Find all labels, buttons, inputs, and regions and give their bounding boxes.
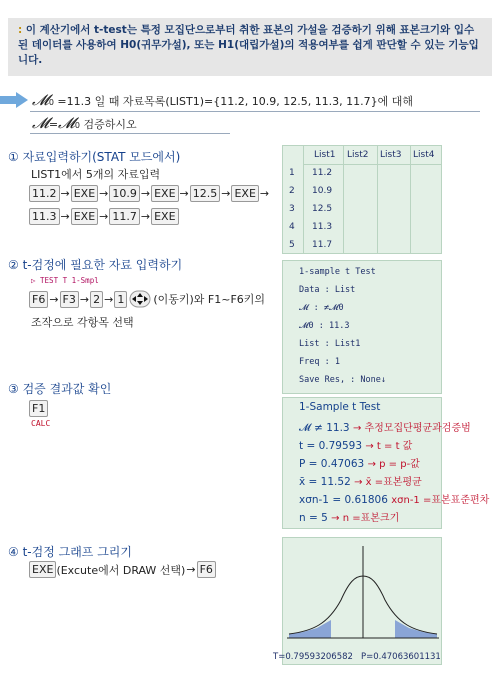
exe-key[interactable]: EXE <box>151 208 178 225</box>
result-note: xσn-1 =표본표준편차 <box>391 495 490 506</box>
result-row <box>299 509 399 524</box>
result-value: P = 0.47063 <box>299 458 365 470</box>
result-value: 𝓜 ≠ 11.3 <box>299 422 350 434</box>
ttest-line: 𝓜0 : 11.3 <box>299 321 350 331</box>
result-value: n = 5 <box>299 512 328 524</box>
f1-key[interactable]: F1 <box>29 400 48 417</box>
result-note: → x̄ =표본평균 <box>354 477 422 488</box>
arrow-glyph: → <box>49 292 59 306</box>
arrow-glyph: → <box>259 187 270 200</box>
arrow-glyph: → <box>99 210 109 223</box>
list-header: List3 <box>380 150 402 160</box>
result-value: xσn-1 = 0.61806 <box>299 494 388 506</box>
ttest-line: 1-sample t Test <box>299 267 376 277</box>
intro-colon: : <box>18 24 23 36</box>
result-note: → p = p-값 <box>367 459 420 470</box>
ttest-graph-screen <box>273 537 442 665</box>
result-note: → n =표본크기 <box>331 513 400 524</box>
arrow-glyph: → <box>186 563 196 576</box>
result-row <box>299 455 420 470</box>
arrow-glyph: → <box>221 187 231 200</box>
key-value[interactable]: 11.2 <box>29 185 60 202</box>
step4-keys <box>29 561 216 578</box>
list-index: 5 <box>289 240 295 250</box>
f3-key[interactable]: F3 <box>60 291 79 308</box>
p-value-label: P=0.47063601131 <box>361 652 441 662</box>
step2-menu-path: ▷ TEST T 1-Smpl <box>31 276 99 285</box>
list-index: 3 <box>289 204 295 214</box>
result-row <box>299 419 471 435</box>
key-1[interactable]: 1 <box>114 291 127 308</box>
step2-keys <box>29 290 265 308</box>
arrow-glyph: → <box>79 292 90 306</box>
step1-title: ① 자료입력하기(STAT 모드에서) <box>8 150 181 164</box>
list-index: 2 <box>289 186 295 196</box>
step3-title: ③ 검증 결과값 확인 <box>8 382 112 396</box>
list-header: List1 <box>314 150 336 160</box>
result-note: → 추정모집단평균과검증범 <box>352 423 471 434</box>
arrow-glyph: → <box>140 187 151 200</box>
list-index: 4 <box>289 222 295 232</box>
arrow-glyph: → <box>140 210 151 223</box>
ttest-line: 𝓜 : ≠𝓜0 <box>299 303 344 313</box>
list-value: 11.2 <box>312 168 333 178</box>
ttest-line: Data : List <box>299 285 356 295</box>
t-distribution-curve <box>283 538 443 648</box>
list-value: 10.9 <box>312 186 333 196</box>
arrow-glyph: → <box>104 292 114 306</box>
list-header: List2 <box>347 150 369 160</box>
exe-key[interactable]: EXE <box>71 208 98 225</box>
ttest-setup-screen <box>282 260 442 394</box>
arrow-glyph: → <box>179 187 189 200</box>
exe-key[interactable]: EXE <box>231 185 258 202</box>
intro-box <box>8 18 492 76</box>
exe-key[interactable]: EXE <box>29 561 56 578</box>
arrow-right-icon <box>0 92 28 108</box>
step4-title: ④ t-검정 그래프 그리기 <box>8 545 132 559</box>
equals-sign: = <box>48 118 59 131</box>
problem-line-1 <box>30 90 480 112</box>
list-value: 12.5 <box>312 204 333 214</box>
ttest-result-screen <box>282 397 490 529</box>
step1-keys-row1 <box>29 185 270 202</box>
key-value[interactable]: 12.5 <box>190 185 221 202</box>
f6-key[interactable]: F6 <box>29 291 48 308</box>
list-header: List4 <box>413 150 435 160</box>
step2-title: ② t-검정에 필요한 자료 입력하기 <box>8 258 183 272</box>
mu-subscript: 0 <box>74 121 80 130</box>
mu-symbol: 𝓜 <box>32 91 49 109</box>
calc-label: CALC <box>31 419 51 428</box>
key-value[interactable]: 11.3 <box>29 208 60 225</box>
result-row <box>299 491 489 506</box>
arrow-glyph: → <box>60 210 70 223</box>
key-2[interactable]: 2 <box>90 291 103 308</box>
step3-keys <box>29 400 48 417</box>
result-note: → t = t 값 <box>365 441 413 452</box>
arrow-glyph: → <box>99 187 109 200</box>
list-index: 1 <box>289 168 295 178</box>
result-value: x̄ = 11.52 <box>299 476 351 488</box>
exe-key[interactable]: EXE <box>71 185 98 202</box>
ttest-line: List : List1 <box>299 339 361 349</box>
step1-desc: LIST1에서 5개의 자료입력 <box>31 168 161 181</box>
key-value[interactable]: 11.7 <box>109 208 140 225</box>
ttest-line: Save Res, : None↓ <box>299 375 386 385</box>
ttest-line: Freq : 1 <box>299 357 340 367</box>
step1-keys-row2 <box>29 208 179 225</box>
result-value: t = 0.79593 <box>299 440 363 452</box>
list-value: 11.3 <box>312 222 333 232</box>
result-title: 1-Sample t Test <box>299 401 381 413</box>
cursor-keys-icon[interactable] <box>129 290 151 308</box>
mu-subscript: 0 <box>48 98 54 107</box>
step2-desc2: 조작으로 각항목 선택 <box>31 316 134 329</box>
problem-line-2-text: 검증하시오 <box>83 118 137 131</box>
f6-key[interactable]: F6 <box>197 561 216 578</box>
exe-key[interactable]: EXE <box>151 185 178 202</box>
list-editor-screen <box>282 145 442 254</box>
result-row <box>299 437 412 452</box>
step2-after-keys: (이동키)와 F1~F6키의 <box>153 293 266 306</box>
mu-symbol: 𝓜 <box>32 114 49 132</box>
mu-symbol: 𝓜 <box>58 114 75 132</box>
result-row <box>299 473 422 488</box>
problem-line-1-text: =11.3 일 때 자료목록(LIST1)={11.2, 10.9, 12.5, 11.3, 11.7}에 대해 <box>57 95 414 108</box>
problem-line-2 <box>30 114 230 134</box>
arrow-glyph: → <box>60 187 70 200</box>
intro-text: 이 계산기에서 t-test는 특정 모집단으로부터 취한 표본의 가설을 검증하기 위해 표본크기와 입수된 데이터를 사용하여 H0(귀무가설), 또는 H1(대립가설)의 적용여부를 쉽게 판단할 수 있는 기능입니다. <box>18 24 479 66</box>
step4-text: (Excute에서 DRAW 선택) <box>56 563 186 577</box>
list-value: 11.7 <box>312 240 333 250</box>
key-value[interactable]: 10.9 <box>109 185 140 202</box>
t-value-label: T=0.79593206582 <box>273 652 353 662</box>
